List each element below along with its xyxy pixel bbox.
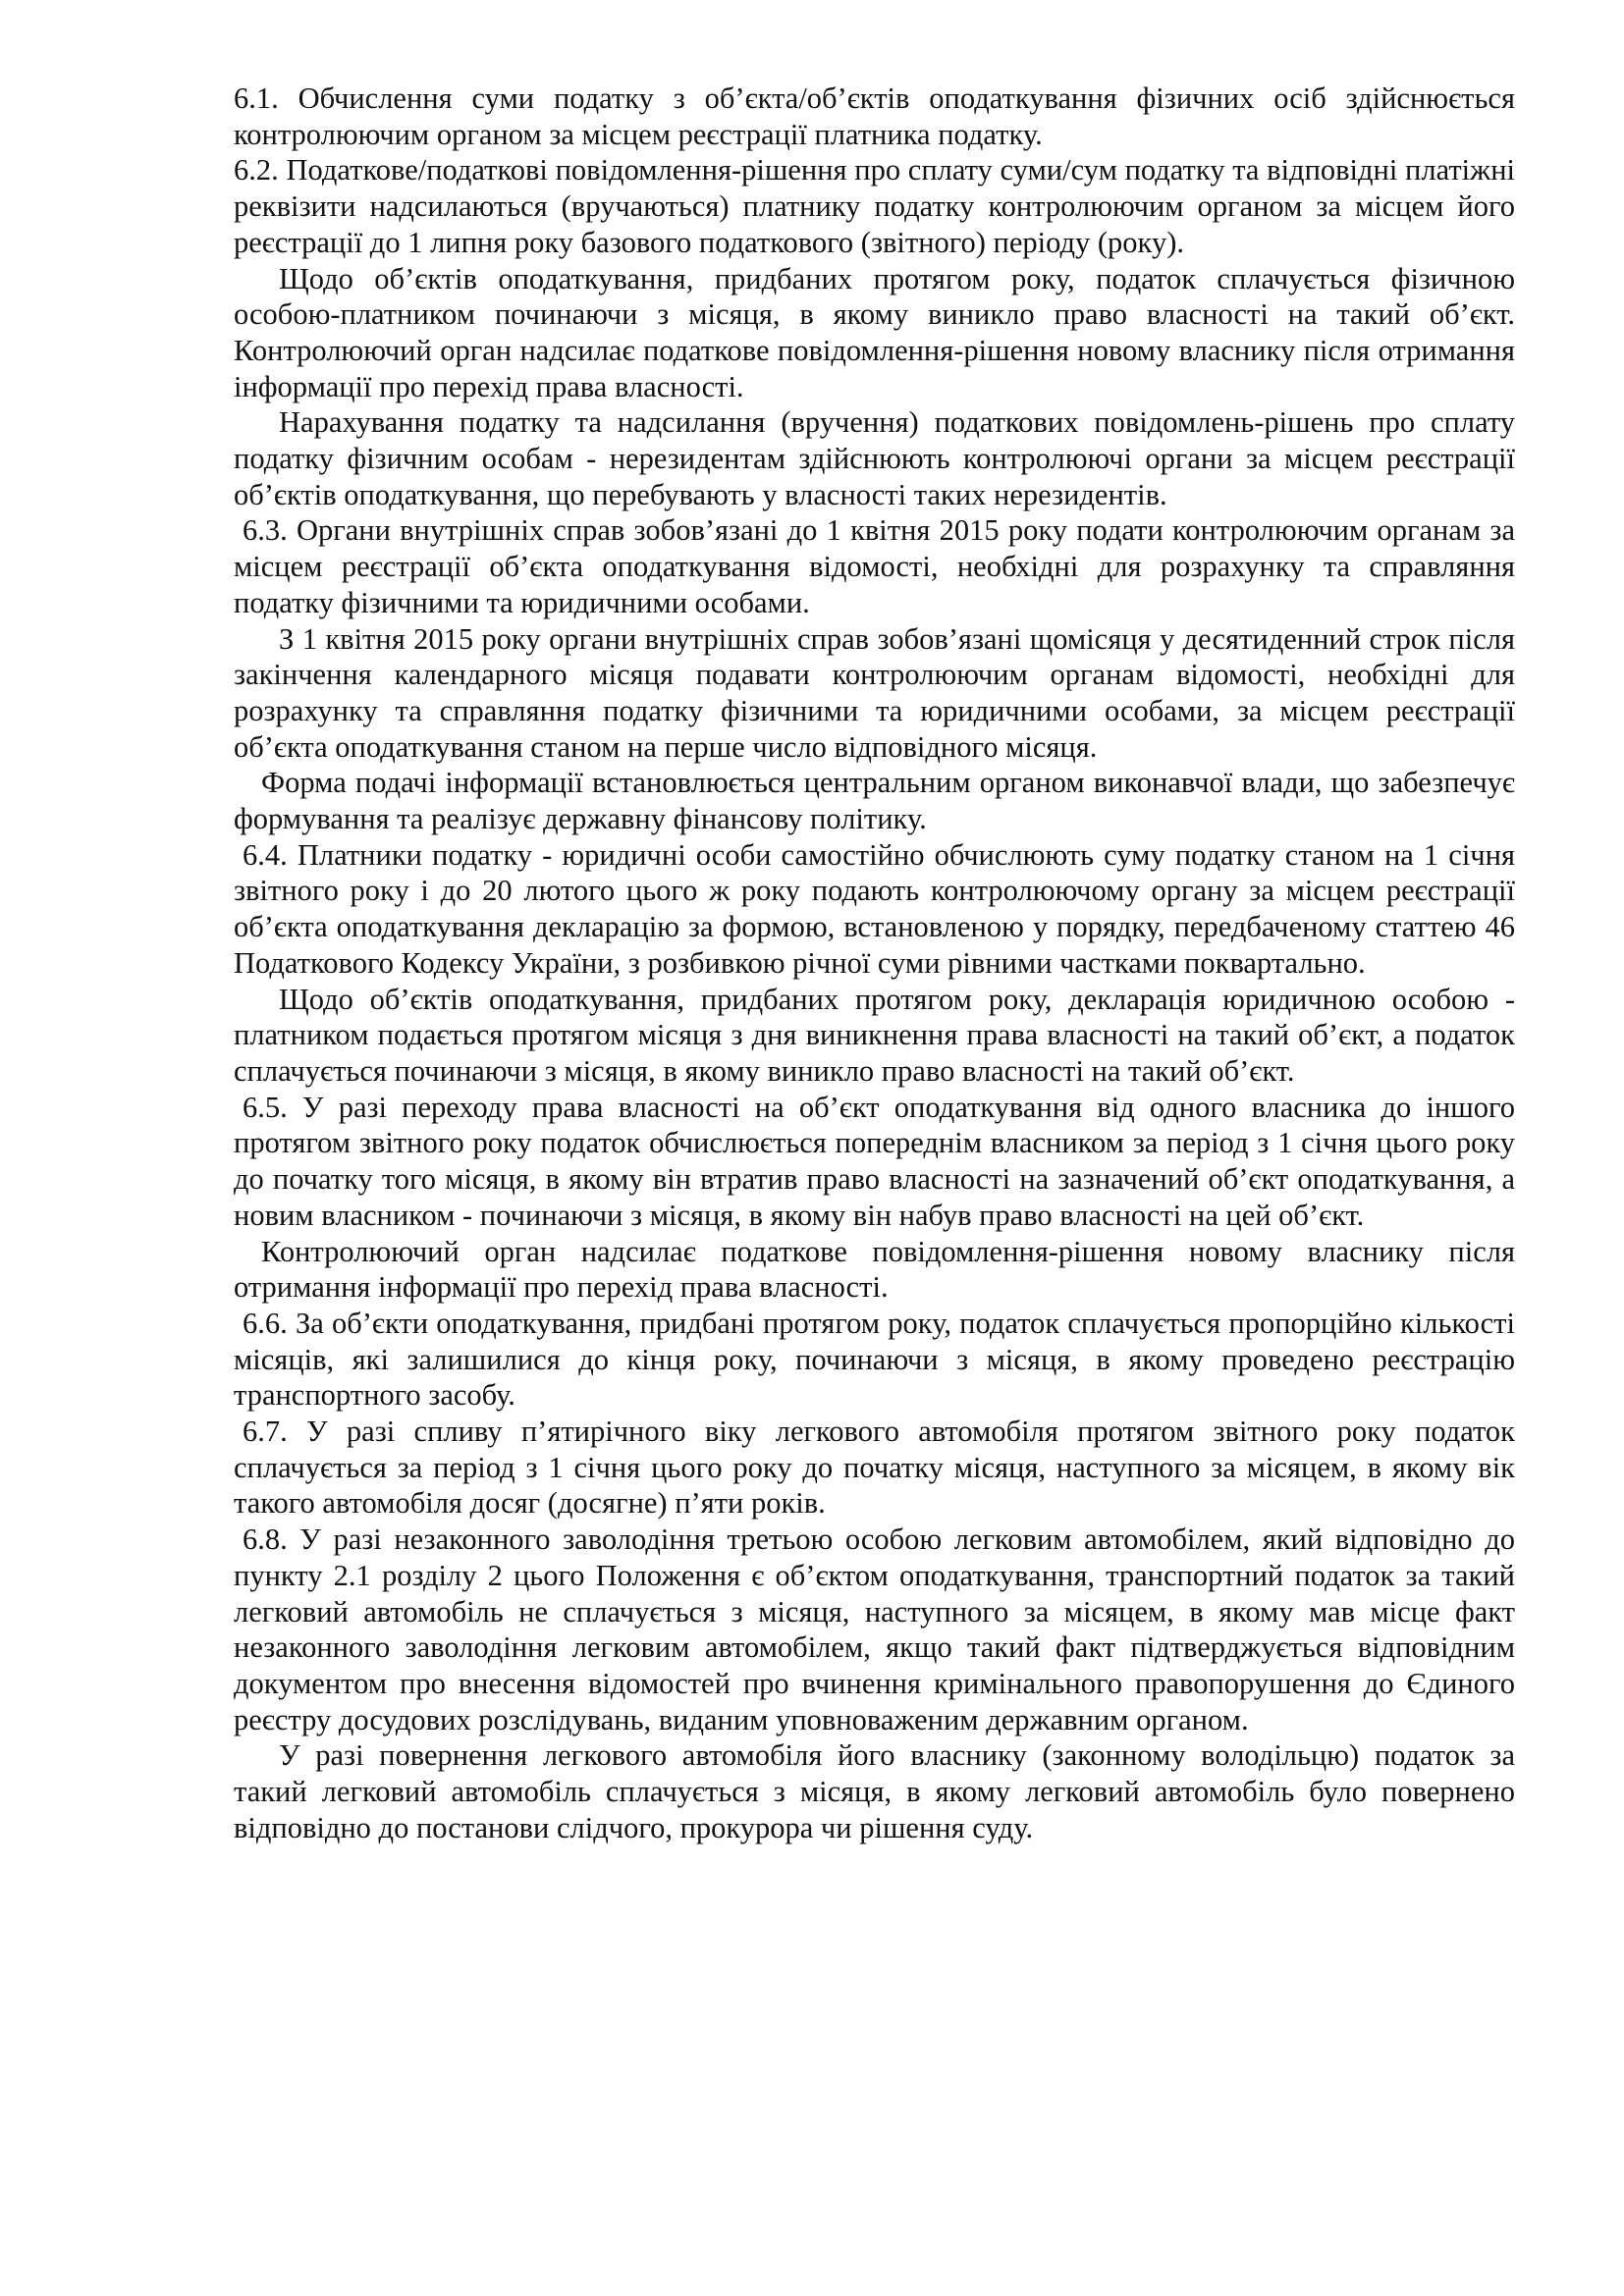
paragraph-6-3-form: Форма подачі інформації встановлюється центральним органом виконавчої влади, що забезпечує формування та реалізує державну фінансову політику. — [234, 766, 1515, 836]
paragraph-6-2: 6.2. Податкове/податкові повідомлення-рішення про сплату суми/сум податку та відповідні платіжні реквізити надсилаються (вручаються) платнику податку контролюючим органом за місцем його реєстрації до 1 липня року базового податкового (звітного) періоду (року). — [234, 153, 1515, 259]
paragraph-6-3-monthly-reporting: З 1 квітня 2015 року органи внутрішніх справ зобов’язані щомісяця у десятиденний строк після закінчення календарного місяця подавати контролюючим органам відомості, необхідні для розрахунку та справляння податку фізичними та юридичними особами, за місцем реєстрації об’єкта оподаткування станом на перше число відповідного місяця. — [234, 621, 1515, 764]
paragraph-6-4-acquired-objects: Щодо об’єктів оподаткування, придбаних протягом року, декларація юридичною особою - платником подається протягом місяця з дня виникнення права власності на такий об’єкт, а податок сплачується починаючи з місяця, в якому виникло право власності на такий об’єкт. — [234, 982, 1515, 1088]
paragraph-6-8: 6.8. У разі незаконного заволодіння третьою особою легковим автомобілем, який відповідно до пункту 2.1 розділу 2 цього Положення є об’єктом оподаткування, транспортний податок за такий легковий автомобіль не сплачується з місяця, наступного за місяцем, в якому мав місце факт незаконного заволодіння легковим автомобілем, якщо такий факт підтверджується відповідним документом про внесення відомостей про вчинення кримінального правопорушення до Єдиного реєстру досудових розслідувань, виданим уповноваженим державним органом. — [234, 1522, 1515, 1736]
paragraph-6-2-acquired-objects: Щодо об’єктів оподаткування, придбаних протягом року, податок сплачується фізичною особою-платником починаючи з місяця, в якому виникло право власності на такий об’єкт. Контролюючий орган надсилає податкове повідомлення-рішення новому власнику після отримання інформації про перехід права власності. — [234, 261, 1515, 403]
paragraph-6-3: 6.3. Органи внутрішніх справ зобов’язані до 1 квітня 2015 року подати контролюючим органам за місцем реєстрації об’єкта оподаткування відомості, необхідні для розрахунку та справляння податку фізичними та юридичними особами. — [234, 513, 1515, 619]
paragraph-6-6: 6.6. За об’єкти оподаткування, придбані протягом року, податок сплачується пропорційно кількості місяців, які залишилися до кінця року, починаючи з місяця, в якому проведено реєстрацію транспортного засобу. — [234, 1306, 1515, 1413]
paragraph-6-8-return: У разі повернення легкового автомобіля його власнику (законному володільцю) податок за такий легковий автомобіль сплачується з місяця, в якому легковий автомобіль було повернено відповідно до постанови слідчого, прокурора чи рішення суду. — [234, 1738, 1515, 1844]
paragraph-6-5: 6.5. У разі переходу права власності на об’єкт оподаткування від одного власника до іншого протягом звітного року податок обчислюється попереднім власником за період з 1 січня цього року до початку того місяця, в якому він втратив право власності на зазначений об’єкт оподаткування, а новим власником - починаючи з місяця, в якому він набув право власності на цей об’єкт. — [234, 1090, 1515, 1232]
paragraph-6-2-non-residents: Нарахування податку та надсилання (вручення) податкових повідомлень-рішень про сплату податку фізичним особам - нерезидентам здійснюють контролюючі органи за місцем реєстрації об’єктів оподаткування, що перебувають у власності таких нерезидентів. — [234, 405, 1515, 511]
paragraph-6-5-notice: Контролюючий орган надсилає податкове повідомлення-рішення новому власнику після отримання інформації про перехід права власності. — [234, 1234, 1515, 1305]
document-page — [234, 80, 1515, 1845]
paragraph-6-1: 6.1. Обчислення суми податку з об’єкта/об’єктів оподаткування фізичних осіб здійснюється контролюючим органом за місцем реєстрації платника податку. — [234, 81, 1515, 151]
paragraph-6-4: 6.4. Платники податку - юридичні особи самостійно обчислюють суму податку станом на 1 січня звітного року і до 20 лютого цього ж року подають контролюючому органу за місцем реєстрації об’єкта оподаткування декларацію за формою, встановленою у порядку, передбаченому статтею 46 Податкового Кодексу України, з розбивкою річної суми рівними частками поквартально. — [234, 837, 1515, 980]
paragraph-6-7: 6.7. У разі спливу п’ятирічного віку легкового автомобіля протягом звітного року податок сплачується за період з 1 січня цього року до початку місяця, наступного за місяцем, в якому вік такого автомобіля досяг (досягне) п’яти років. — [234, 1415, 1515, 1521]
